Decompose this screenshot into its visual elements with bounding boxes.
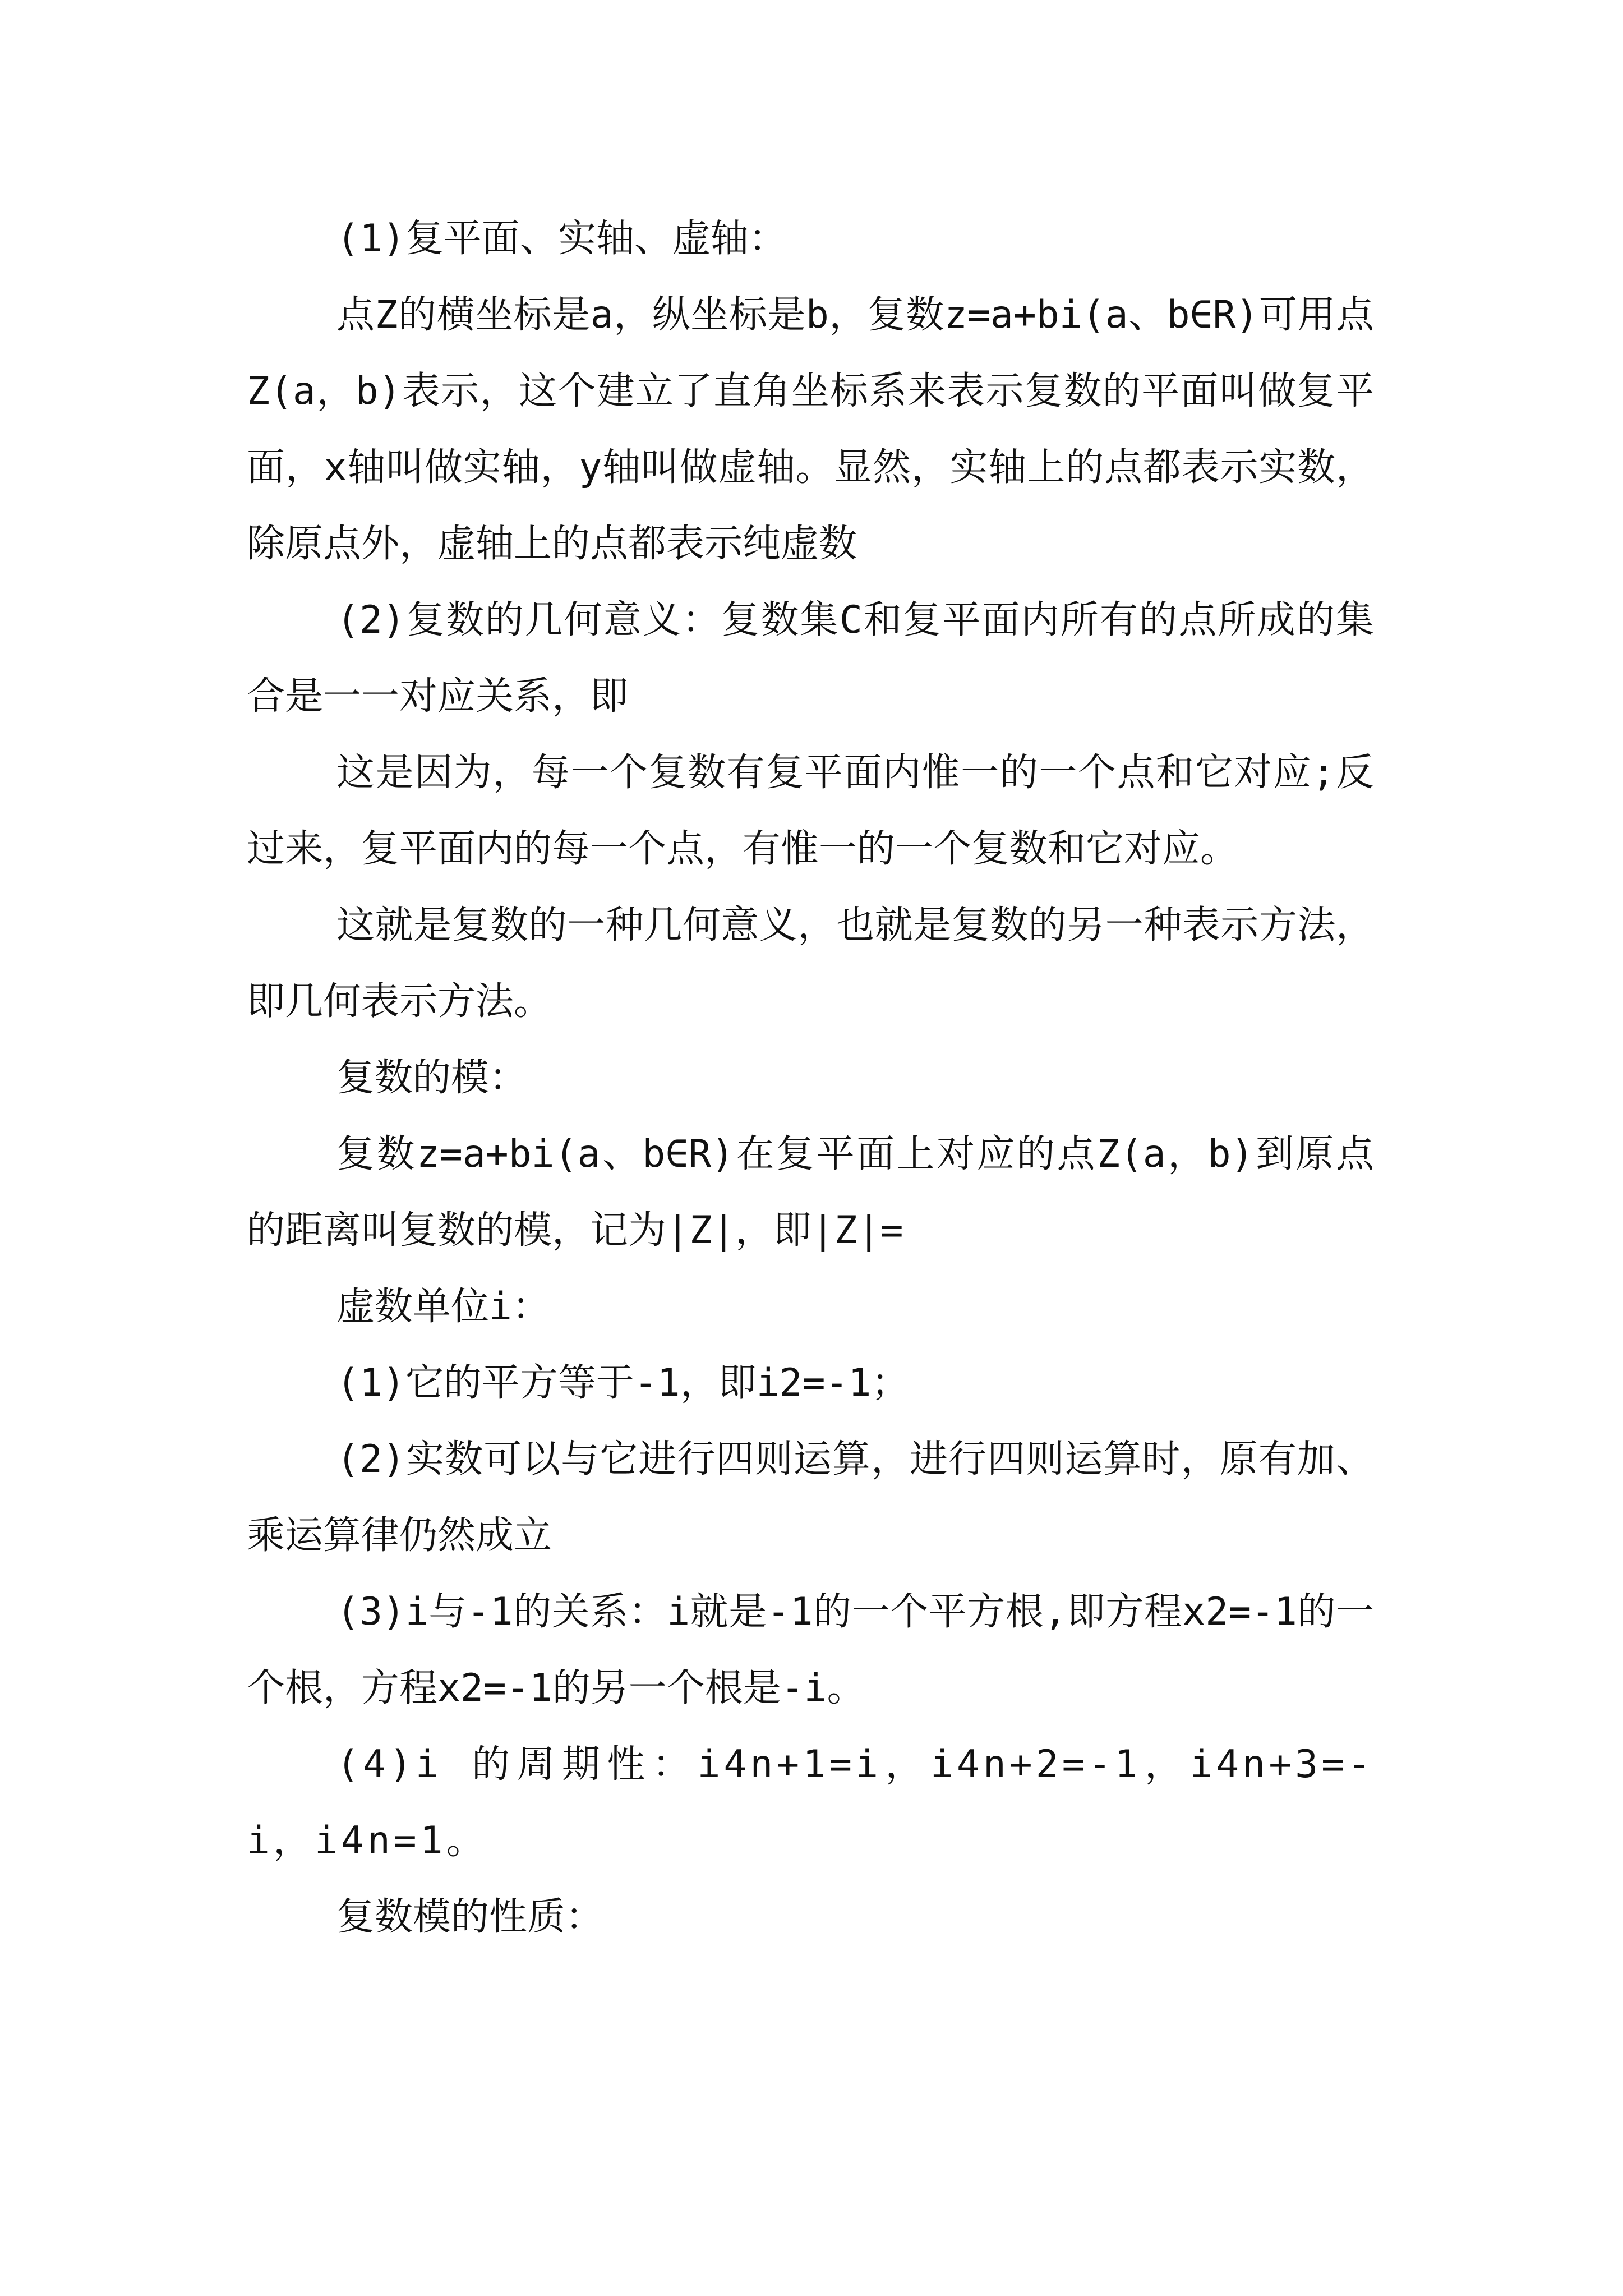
paragraph-imaginary-unit-square: (1)它的平方等于-1，即i2=-1； bbox=[336, 1361, 910, 1405]
paragraph-one-to-one-reason: 这是因为，每一个复数有复平面内惟一的一个点和它对应;反过来，复平面内的每一个点，有惟一的一个复数和它对应。 bbox=[247, 751, 1374, 871]
paragraph-complex-plane-definition: 点Z的横坐标是a，纵坐标是b，复数z=a+bi(a、b∈R)可用点Z(a，b)表示，这个建立了直角坐标系来表示复数的平面叫做复平面，x轴叫做实轴，y轴叫做虚轴。显然，实轴上的点都表示实数，除原点外，虚轴上的点都表示纯虚数 bbox=[247, 293, 1374, 566]
paragraph-imaginary-unit-arithmetic: (2)实数可以与它进行四则运算，进行四则运算时，原有加、乘运算律仍然成立 bbox=[247, 1437, 1374, 1558]
document-body bbox=[247, 201, 1374, 1955]
paragraph-imaginary-unit-periodicity: (4)i 的周期性：i4n+1=i，i4n+2=-1，i4n+3=-i，i4n=1。 bbox=[247, 1742, 1374, 1863]
paragraph-imaginary-unit-heading: 虚数单位i： bbox=[336, 1285, 550, 1329]
paragraph-modulus-heading: 复数的模： bbox=[336, 1056, 528, 1100]
paragraph-geometric-representation: 这就是复数的一种几何意义，也就是复数的另一种表示方法，即几何表示方法。 bbox=[247, 903, 1374, 1024]
paragraph-complex-plane-heading: (1)复平面、实轴、虚轴： bbox=[336, 217, 787, 261]
paragraph-geometric-meaning: (2)复数的几何意义：复数集C和复平面内所有的点所成的集合是一一对应关系，即 bbox=[247, 598, 1374, 719]
paragraph-modulus-properties-heading: 复数模的性质： bbox=[336, 1895, 604, 1939]
paragraph-modulus-definition: 复数z=a+bi(a、b∈R)在复平面上对应的点Z(a，b)到原点的距离叫复数的模，记为|Z|，即|Z|= bbox=[247, 1132, 1374, 1253]
paragraph-imaginary-unit-root: (3)i与-1的关系：i就是-1的一个平方根,即方程x2=-1的一个根，方程x2=-1的另一个根是-i。 bbox=[247, 1590, 1374, 1710]
